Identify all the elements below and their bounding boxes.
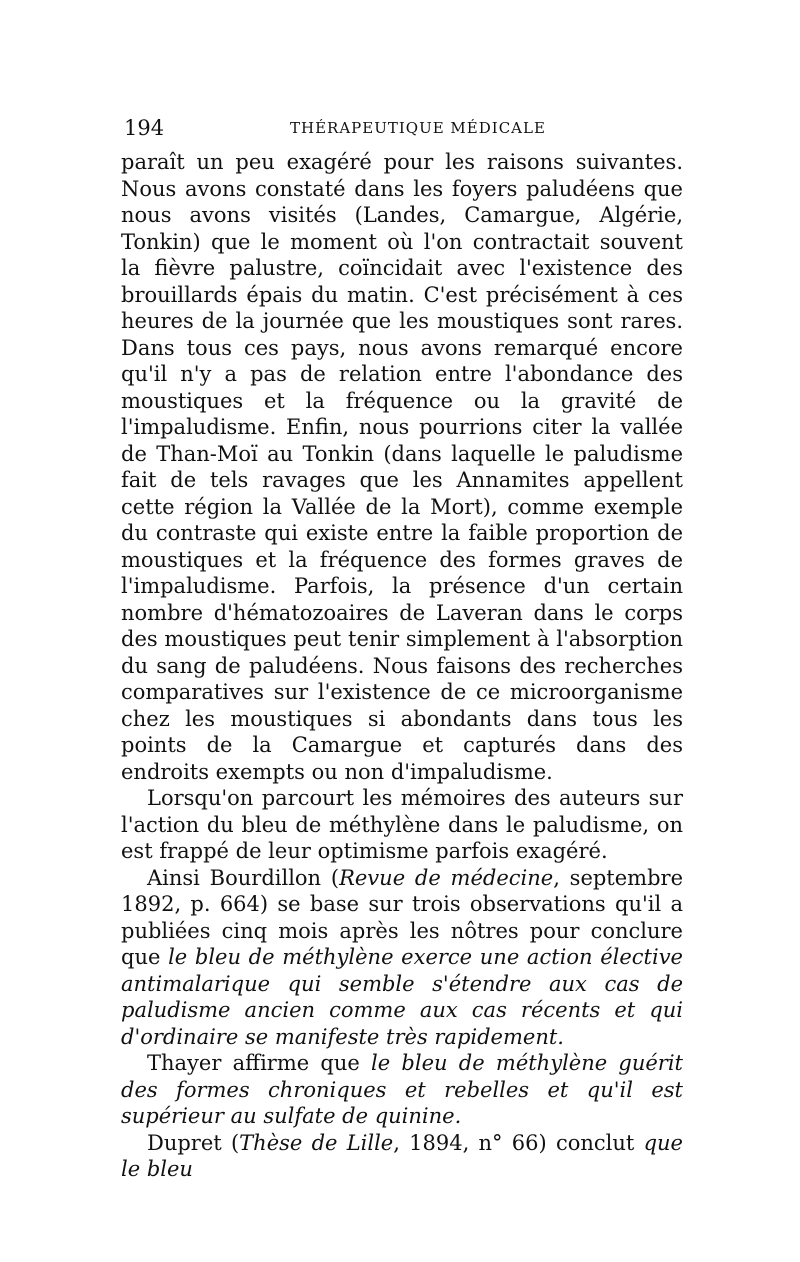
text-run: Dupret (: [147, 1130, 240, 1155]
italic-quotation: le bleu de méthylène guérit des formes chroniques et rebelles et qu'il est supérieur au sulfate de quinine.: [121, 1051, 683, 1128]
text-run: , septembre 1892, p. 664) se base sur trois observations qu'il a publiées cinq mois après les nôtres pour conclure que: [121, 865, 683, 969]
text-run: Thayer affirme que: [147, 1051, 372, 1075]
page-header: [124, 116, 680, 142]
paragraph-continued: [121, 149, 683, 785]
text-run: Lorsqu'on parcourt les mémoires des auteurs sur l'action du bleu de méthylène dans le paludisme, on est frappé de leur optimisme parfois exagéré.: [121, 786, 683, 863]
paragraph: [121, 1050, 683, 1130]
body-text: [121, 149, 683, 1183]
italic-quotation: le bleu de méthylène exerce une action élective antimalarique qui semble s'étendre aux cas de paludisme ancien comme aux cas récents et qui d'ordinaire se manifeste très rapidement.: [121, 945, 683, 1049]
paragraph: [121, 785, 683, 865]
page-number: 194: [124, 116, 165, 140]
text-run: paraît un peu exagéré pour les raisons suivantes. Nous avons constaté dans les foyers paludéens que nous avons visités (Landes, Camargue, Algérie, Tonkin) que le moment où l'on contractait souvent la fièvre palustre, coïncidait avec l'existence des brouillards épais du matin. C'est précisément à ces heures de la journée que les moustiques sont rares. Dans tous ces pays, nous avons remarqué encore qu'il n'y a pas de relation entre l'abondance des moustiques et la fréquence ou la gravité de l'impaludisme. Enfin, nous pourrions citer la vallée de Than-Moï au Tonkin (dans laquelle le paludisme fait de tels ravages que les Annamites appellent cette région la Vallée de la Mort), comme exemple du contraste qui existe entre la faible proportion de moustiques et la fréquence des formes graves de l'impaludisme. Parfois, la présence d'un certain nombre d'hématozoaires de Laveran dans le corps des moustiques peut tenir simplement à l'absorption du sang de paludéens. Nous faisons des recherches comparatives sur l'existence de ce microorganisme chez les moustiques si abondants dans tous les points de la Camargue et capturés dans des endroits exempts ou non d'impaludisme.: [121, 150, 683, 784]
thesis-title: Thèse de Lille: [239, 1130, 394, 1155]
text-run: Ainsi Bourdillon (: [147, 865, 340, 890]
text-run: , 1894, n° 66) conclut: [393, 1130, 644, 1155]
italic-quotation: que le bleu: [121, 1130, 683, 1181]
journal-title: Revue de médecine: [339, 865, 554, 890]
paragraph: [121, 1130, 683, 1183]
running-title: THÉRAPEUTIQUE MÉDICALE: [290, 119, 546, 137]
paragraph: [121, 865, 683, 1051]
